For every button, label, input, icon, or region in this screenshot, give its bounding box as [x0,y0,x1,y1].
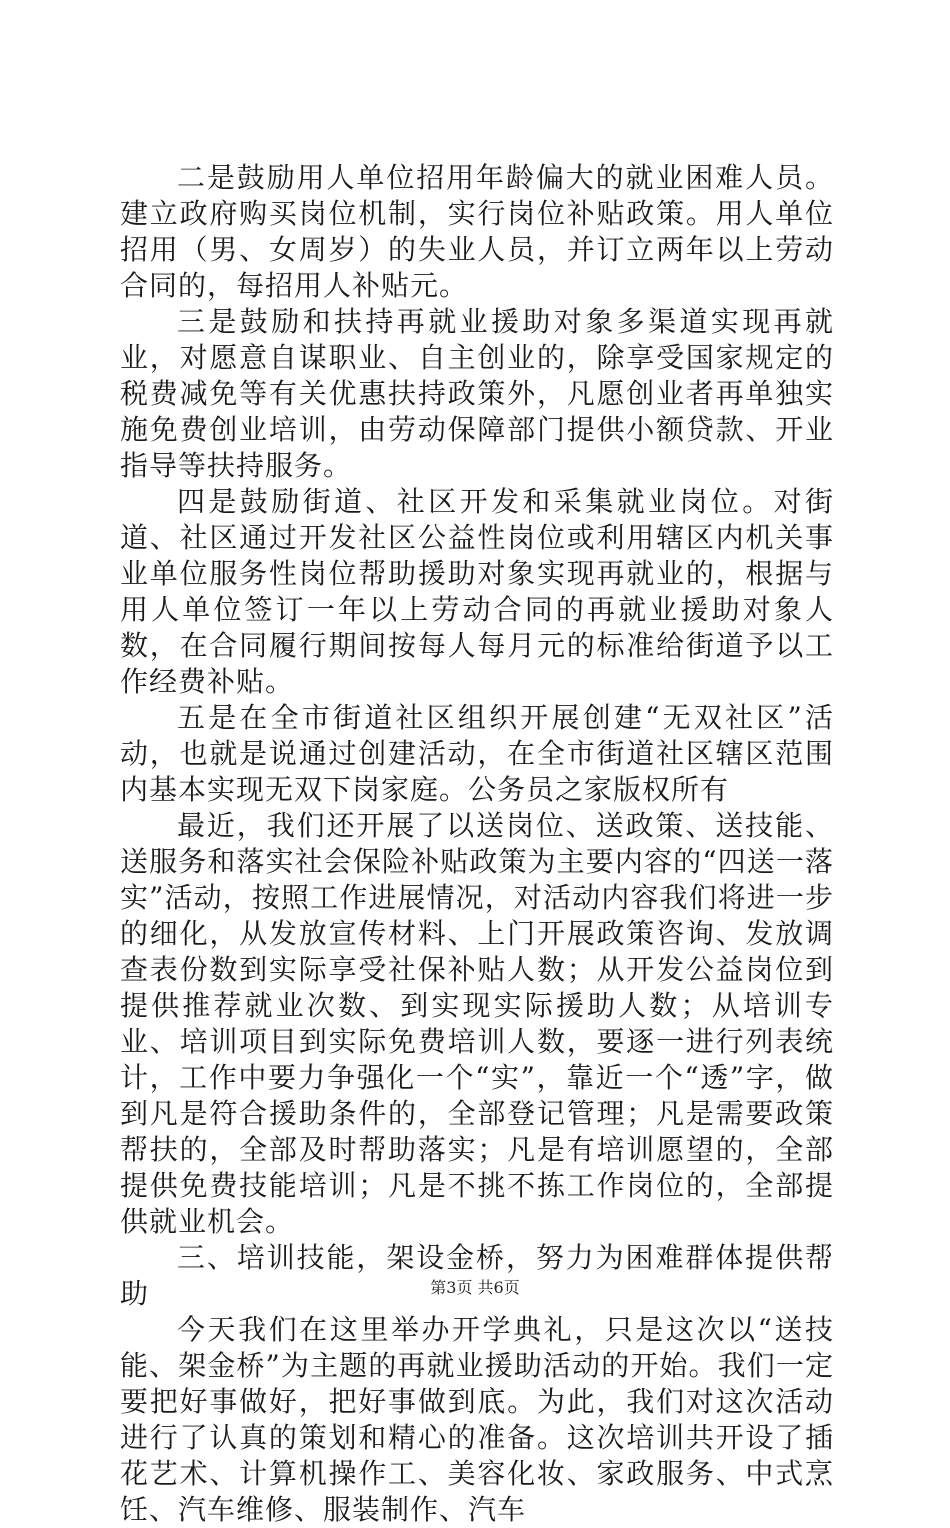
paragraph-self-employment-support: 三是鼓励和扶持再就业援助对象多渠道实现再就业，对愿意自谋职业、自主创业的，除享受国家规定的税费减免等有关优惠扶持政策外，凡愿创业者再单独实施免费创业培训，由劳动保障部门提供小额贷款、开业指导等扶持服务。 [120,305,834,482]
paragraph-encourage-employers: 二是鼓励用人单位招用年龄偏大的就业困难人员。建立政府购买岗位机制，实行岗位补贴政策。用人单位招用（男、女周岁）的失业人员，并订立两年以上劳动合同的，每招用人补贴元。 [120,161,834,302]
section-heading-training: 三、培训技能，架设金桥，努力为困难群体提供帮助 [120,1241,834,1310]
paragraph-four-deliveries: 最近，我们还开展了以送岗位、送政策、送技能、送服务和落实社会保险补贴政策为主要内容的“四送一落实”活动，按照工作进展情况，对活动内容我们将进一步的细化，从发放宣传材料、上门开展政策咨询、发放调查表份数到实际享受社保补贴人数；从开发公益岗位到提供推荐就业次数、到实现实际援助人数；从培训专业、培训项目到实际免费培训人数，要逐一进行列表统计，工作中要力争强化一个“实”，靠近一个“透”字，做到凡是符合援助条件的，全部登记管理；凡是需要政策帮扶的，全部及时帮助落实；凡是有培训愿望的，全部提供免费技能培训；凡是不挑不拣工作岗位的，全部提供就业机会。 [120,809,834,1238]
paragraph-wushuang-community: 五是在全市街道社区组织开展创建“无双社区”活动，也就是说通过创建活动，在全市街道社区辖区范围内基本实现无双下岗家庭。公务员之家版权所有 [120,701,834,806]
paragraph-opening-ceremony: 今天我们在这里举办开学典礼，只是这次以“送技能、架金桥”为主题的再就业援助活动的开始。我们一定要把好事做好，把好事做到底。为此，我们对这次活动进行了认真的策划和精心的准备。这次培训共开设了插花艺术、计算机操作工、美容化妆、家政服务、中式烹饪、汽车维修、服装制作、汽车 [120,1313,834,1526]
page-number-footer: 第3页 共6页 [430,1278,520,1297]
paragraph-community-jobs: 四是鼓励街道、社区开发和采集就业岗位。对街道、社区通过开发社区公益性岗位或利用辖区内机关事业单位服务性岗位帮助援助对象实现再就业的，根据与用人单位签订一年以上劳动合同的再就业援助对象人数，在合同履行期间按每人每月元的标准给街道予以工作经费补贴。 [120,485,834,698]
document-body [120,160,834,1528]
